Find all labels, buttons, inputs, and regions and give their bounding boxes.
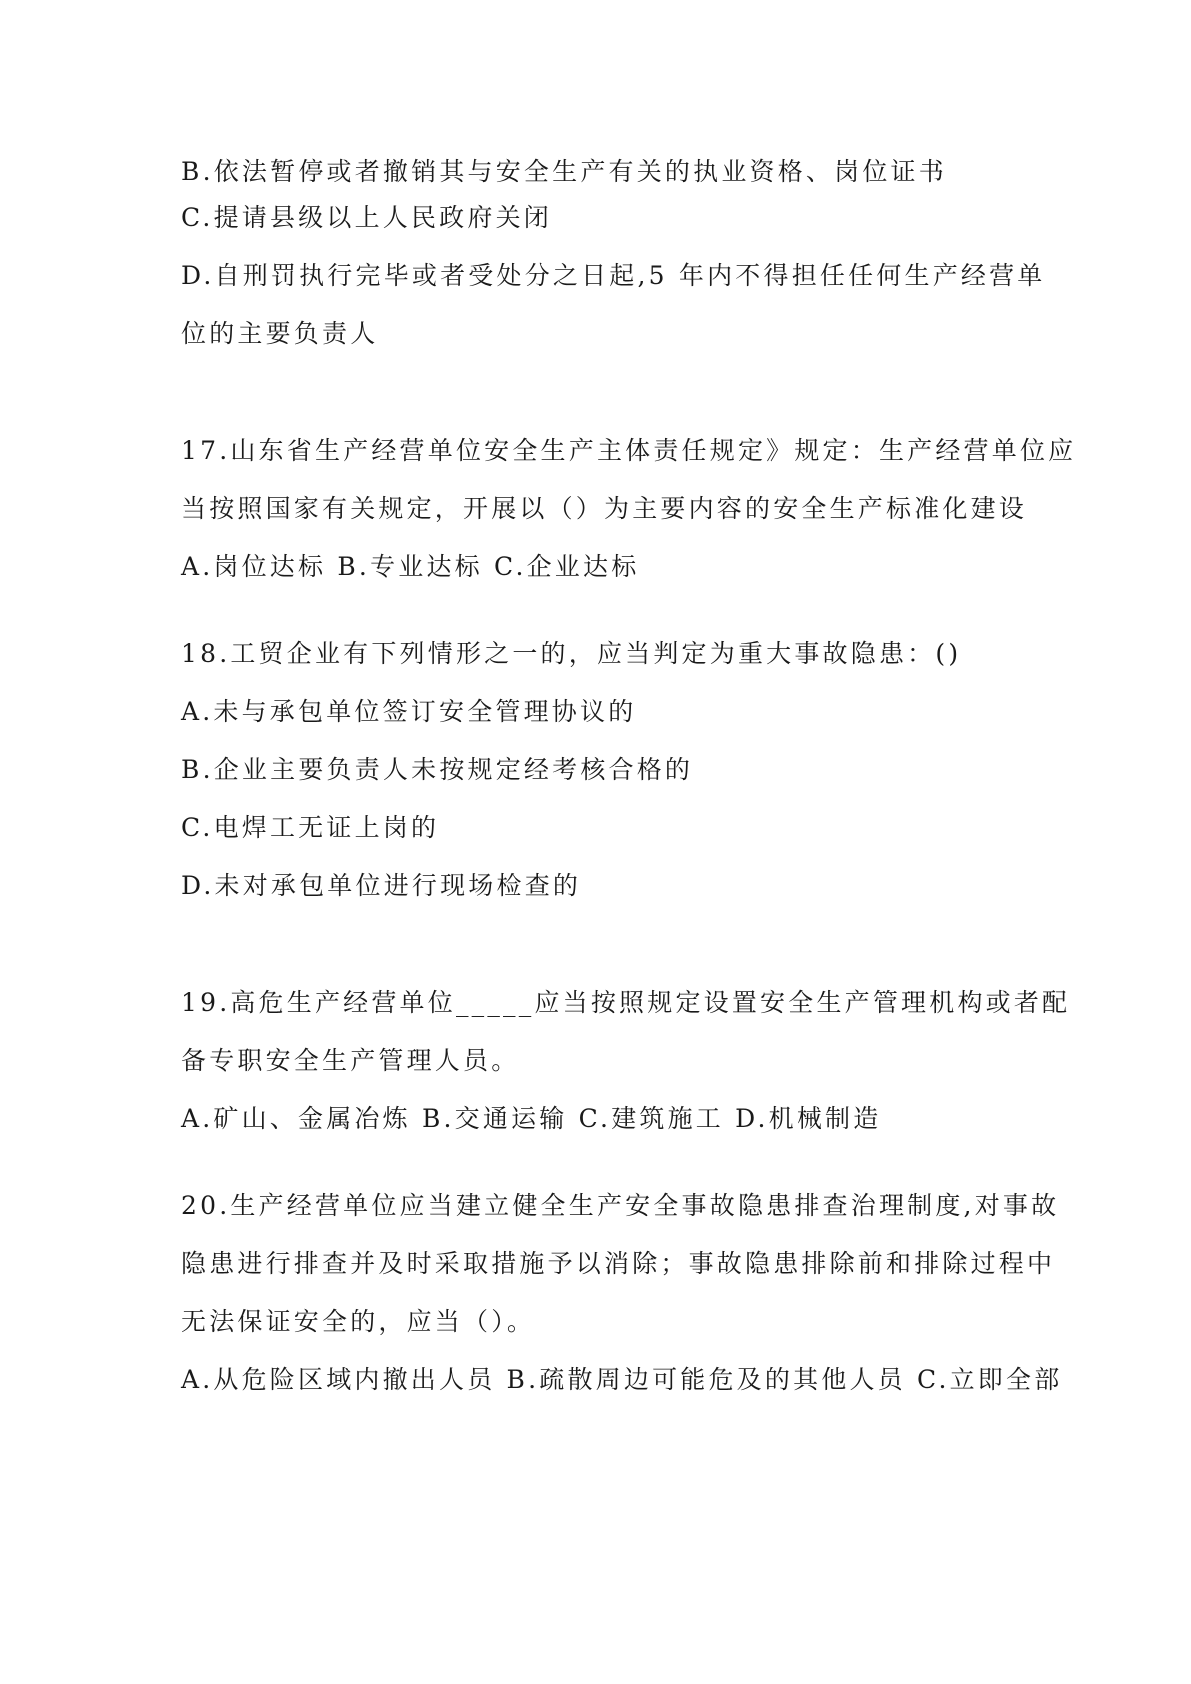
q18-question: 18.工贸企业有下列情形之一的，应当判定为重大事故隐患：() — [181, 639, 962, 668]
q18-option-b: B.企业主要负责人未按规定经考核合格的 — [181, 755, 694, 784]
q20-question-line3: 无法保证安全的，应当（）。 — [181, 1307, 536, 1336]
q16-option-d-line1: D.自刑罚执行完毕或者受处分之日起,5 年内不得担任任何生产经营单 — [181, 261, 1046, 290]
q16-option-d-line2: 位的主要负责人 — [181, 319, 379, 348]
q18-option-a: A.未与承包单位签订安全管理协议的 — [181, 697, 637, 726]
q18-option-d: D.未对承包单位进行现场检查的 — [181, 871, 582, 900]
q17-options: A.岗位达标 B.专业达标 C.企业达标 — [181, 552, 640, 581]
q17-question-line2: 当按照国家有关规定，开展以（）为主要内容的安全生产标准化建设 — [181, 494, 1028, 523]
q19-options: A.矿山、金属冶炼 B.交通运输 C.建筑施工 D.机械制造 — [181, 1104, 882, 1133]
q16-option-c: C.提请县级以上人民政府关闭 — [181, 203, 552, 232]
q16-option-b: B.依法暂停或者撤销其与安全生产有关的执业资格、岗位证书 — [181, 157, 947, 186]
q20-question-line1: 20.生产经营单位应当建立健全生产安全事故隐患排查治理制度,对事故 — [181, 1191, 1060, 1220]
q18-option-c: C.电焊工无证上岗的 — [181, 813, 440, 842]
q19-question-line2: 备专职安全生产管理人员。 — [181, 1046, 520, 1075]
q19-question-line1: 19.高危生产经营单位_____应当按照规定设置安全生产管理机构或者配 — [181, 988, 1071, 1017]
q20-question-line2: 隐患进行排查并及时采取措施予以消除；事故隐患排除前和排除过程中 — [181, 1249, 1056, 1278]
q20-options: A.从危险区域内撤出人员 B.疏散周边可能危及的其他人员 C.立即全部 — [181, 1365, 1063, 1394]
q17-question-line1: 17.山东省生产经营单位安全生产主体责任规定》规定：生产经营单位应 — [181, 436, 1077, 465]
